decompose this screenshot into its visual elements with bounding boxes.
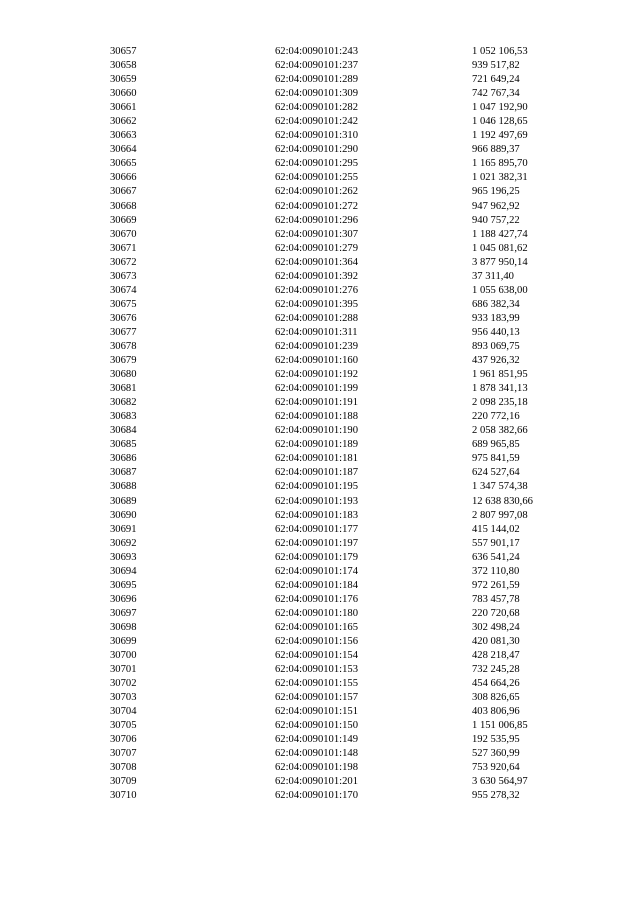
cadastral-value: 557 901,17 [472, 537, 520, 549]
cadastral-value: 454 664,26 [472, 678, 520, 690]
cadastral-value: 2 098 235,18 [472, 397, 528, 409]
cadastral-value: 1 021 382,31 [472, 172, 528, 184]
cadastral-value: 1 878 341,13 [472, 383, 528, 395]
table-row [110, 607, 580, 621]
row-number: 30657 [110, 46, 137, 57]
cadastral-value: 192 535,95 [472, 734, 520, 746]
row-number: 30675 [110, 298, 137, 310]
cadastral-value: 933 183,99 [472, 312, 520, 324]
row-number: 30661 [110, 102, 137, 114]
table-row [110, 452, 580, 466]
table-row [110, 157, 580, 171]
table-row [110, 537, 580, 551]
cadastral-value: 966 889,37 [472, 144, 520, 156]
table-row [110, 87, 580, 101]
row-number: 30669 [110, 214, 137, 226]
table-row [110, 143, 580, 157]
table-row [110, 214, 580, 228]
table-row [110, 438, 580, 452]
cadastral-number: 62:04:0090101:201 [275, 776, 358, 788]
cadastral-number: 62:04:0090101:177 [275, 523, 358, 535]
cadastral-value: 308 826,65 [472, 692, 520, 704]
cadastral-value: 1 151 006,85 [472, 720, 528, 732]
table-row [110, 200, 580, 214]
cadastral-value: 721 649,24 [472, 74, 520, 86]
table-row [110, 368, 580, 382]
table-row [110, 677, 580, 691]
cadastral-number: 62:04:0090101:198 [275, 762, 358, 774]
row-number: 30693 [110, 551, 137, 563]
row-number: 30673 [110, 270, 137, 282]
cadastral-number: 62:04:0090101:364 [275, 256, 358, 268]
cadastral-number: 62:04:0090101:151 [275, 706, 358, 718]
table-row [110, 340, 580, 354]
cadastral-number: 62:04:0090101:288 [275, 312, 358, 324]
cadastral-value: 965 196,25 [472, 186, 520, 198]
cadastral-number: 62:04:0090101:149 [275, 734, 358, 746]
table-row [110, 326, 580, 340]
cadastral-number: 62:04:0090101:192 [275, 369, 358, 381]
cadastral-value: 220 720,68 [472, 607, 520, 619]
row-number: 30680 [110, 369, 137, 381]
cadastral-value: 302 498,24 [472, 621, 520, 633]
row-number: 30691 [110, 523, 137, 535]
row-number: 30687 [110, 467, 137, 479]
table-row [110, 185, 580, 199]
row-number: 30681 [110, 383, 137, 395]
table-row [110, 663, 580, 677]
cadastral-number: 62:04:0090101:282 [275, 102, 358, 114]
row-number: 30682 [110, 397, 137, 409]
cadastral-number: 62:04:0090101:189 [275, 439, 358, 451]
cadastral-value: 437 926,32 [472, 355, 520, 367]
cadastral-number: 62:04:0090101:307 [275, 228, 358, 240]
cadastral-value: 732 245,28 [472, 664, 520, 676]
cadastral-number: 62:04:0090101:242 [275, 116, 358, 128]
table-row [110, 410, 580, 424]
cadastral-value: 1 347 574,38 [472, 481, 528, 493]
cadastral-value: 1 046 128,65 [472, 116, 528, 128]
table-row [110, 705, 580, 719]
cadastral-number: 62:04:0090101:188 [275, 411, 358, 423]
cadastral-value: 420 081,30 [472, 635, 520, 647]
cadastral-number: 62:04:0090101:150 [275, 720, 358, 732]
row-number: 30708 [110, 762, 137, 774]
table-row [110, 382, 580, 396]
cadastral-value: 947 962,92 [472, 200, 520, 212]
cadastral-number: 62:04:0090101:183 [275, 509, 358, 521]
table-row [110, 284, 580, 298]
table-row [110, 635, 580, 649]
table-row [110, 747, 580, 761]
cadastral-value: 940 757,22 [472, 214, 520, 226]
cadastral-number: 62:04:0090101:153 [275, 664, 358, 676]
row-number: 30665 [110, 158, 137, 170]
cadastral-value: 686 382,34 [472, 298, 520, 310]
cadastral-value: 37 311,40 [472, 270, 514, 282]
cadastral-number: 62:04:0090101:295 [275, 158, 358, 170]
row-number: 30668 [110, 200, 137, 212]
table-row [110, 73, 580, 87]
cadastral-value: 893 069,75 [472, 340, 520, 352]
cadastral-number: 62:04:0090101:237 [275, 60, 358, 72]
cadastral-value: 220 772,16 [472, 411, 520, 423]
cadastral-number: 62:04:0090101:296 [275, 214, 358, 226]
table-row [110, 270, 580, 284]
table-row [110, 509, 580, 523]
row-number: 30677 [110, 326, 137, 338]
table-row [110, 495, 580, 509]
cadastral-value: 742 767,34 [472, 88, 520, 100]
cadastral-number: 62:04:0090101:193 [275, 495, 358, 507]
row-number: 30667 [110, 186, 137, 198]
cadastral-number: 62:04:0090101:255 [275, 172, 358, 184]
table-row [110, 775, 580, 789]
cadastral-number: 62:04:0090101:309 [275, 88, 358, 100]
cadastral-number: 62:04:0090101:184 [275, 579, 358, 591]
table-row [110, 242, 580, 256]
row-number: 30689 [110, 495, 137, 507]
cadastral-number: 62:04:0090101:165 [275, 621, 358, 633]
row-number: 30692 [110, 537, 137, 549]
row-number: 30709 [110, 776, 137, 788]
cadastral-value: 3 630 564,97 [472, 776, 528, 788]
cadastral-number: 62:04:0090101:157 [275, 692, 358, 704]
table-row [110, 312, 580, 326]
cadastral-value: 2 807 997,08 [472, 509, 528, 521]
table-row [110, 256, 580, 270]
row-number: 30702 [110, 678, 137, 690]
cadastral-number: 62:04:0090101:174 [275, 565, 358, 577]
table-row [110, 523, 580, 537]
table-row [110, 129, 580, 143]
cadastral-value: 372 110,80 [472, 565, 520, 577]
cadastral-value: 415 144,02 [472, 523, 520, 535]
cadastral-value: 753 920,64 [472, 762, 520, 774]
cadastral-number: 62:04:0090101:195 [275, 481, 358, 493]
cadastral-value: 12 638 830,66 [472, 495, 533, 507]
cadastral-number: 62:04:0090101:272 [275, 200, 358, 212]
row-number: 30698 [110, 621, 137, 633]
row-number: 30700 [110, 650, 137, 662]
cadastral-value: 689 965,85 [472, 439, 520, 451]
cadastral-number: 62:04:0090101:191 [275, 397, 358, 409]
table-row [110, 733, 580, 747]
cadastral-number: 62:04:0090101:395 [275, 298, 358, 310]
cadastral-value: 1 961 851,95 [472, 369, 528, 381]
row-number: 30699 [110, 635, 137, 647]
row-number: 30663 [110, 130, 137, 142]
cadastral-value: 1 192 497,69 [472, 130, 528, 142]
cadastral-number: 62:04:0090101:160 [275, 355, 358, 367]
cadastral-value: 428 218,47 [472, 650, 520, 662]
cadastral-number: 62:04:0090101:289 [275, 74, 358, 86]
row-number: 30710 [110, 790, 137, 802]
row-number: 30658 [110, 60, 137, 72]
table-row [110, 298, 580, 312]
cadastral-number: 62:04:0090101:156 [275, 635, 358, 647]
cadastral-number: 62:04:0090101:176 [275, 593, 358, 605]
cadastral-number: 62:04:0090101:154 [275, 650, 358, 662]
cadastral-value: 1 047 192,90 [472, 102, 528, 114]
cadastral-value: 1 045 081,62 [472, 242, 528, 254]
cadastral-value: 1 188 427,74 [472, 228, 528, 240]
row-number: 30697 [110, 607, 137, 619]
row-number: 30688 [110, 481, 137, 493]
row-number: 30696 [110, 593, 137, 605]
cadastral-value: 955 278,32 [472, 790, 520, 802]
row-number: 30676 [110, 312, 137, 324]
table-row [110, 171, 580, 185]
row-number: 30705 [110, 720, 137, 732]
cadastral-number: 62:04:0090101:148 [275, 748, 358, 760]
row-number: 30664 [110, 144, 137, 156]
table-row [110, 45, 580, 59]
table-row [110, 424, 580, 438]
row-number: 30679 [110, 355, 137, 367]
cadastral-value: 403 806,96 [472, 706, 520, 718]
cadastral-number: 62:04:0090101:279 [275, 242, 358, 254]
row-number: 30683 [110, 411, 137, 423]
row-number: 30704 [110, 706, 137, 718]
row-number: 30678 [110, 340, 137, 352]
row-number: 30703 [110, 692, 137, 704]
table-row [110, 719, 580, 733]
cadastral-number: 62:04:0090101:262 [275, 186, 358, 198]
cadastral-value: 624 527,64 [472, 467, 520, 479]
table-row [110, 101, 580, 115]
row-number: 30674 [110, 284, 137, 296]
table-row [110, 691, 580, 705]
row-number: 30666 [110, 172, 137, 184]
cadastral-value: 972 261,59 [472, 579, 520, 591]
table-row [110, 396, 580, 410]
cadastral-value: 636 541,24 [472, 551, 520, 563]
table-row [110, 354, 580, 368]
table-row [110, 115, 580, 129]
table-row [110, 789, 580, 803]
cadastral-value: 783 457,78 [472, 593, 520, 605]
table-row [110, 480, 580, 494]
row-number: 30707 [110, 748, 137, 760]
cadastral-value: 2 058 382,66 [472, 425, 528, 437]
cadastral-number: 62:04:0090101:311 [275, 326, 358, 338]
cadastral-number: 62:04:0090101:310 [275, 130, 358, 142]
row-number: 30671 [110, 242, 137, 254]
row-number: 30686 [110, 453, 137, 465]
cadastral-number: 62:04:0090101:181 [275, 453, 358, 465]
table-row [110, 466, 580, 480]
table-row [110, 621, 580, 635]
cadastral-number: 62:04:0090101:276 [275, 284, 358, 296]
row-number: 30694 [110, 565, 137, 577]
cadastral-value: 939 517,82 [472, 60, 520, 72]
table-row [110, 761, 580, 775]
cadastral-value: 975 841,59 [472, 453, 520, 465]
cadastral-value: 527 360,99 [472, 748, 520, 760]
cadastral-number: 62:04:0090101:290 [275, 144, 358, 156]
row-number: 30672 [110, 256, 137, 268]
row-number: 30662 [110, 116, 137, 128]
row-number: 30695 [110, 579, 137, 591]
cadastral-number: 62:04:0090101:392 [275, 270, 358, 282]
row-number: 30684 [110, 425, 137, 437]
cadastral-value: 1 052 106,53 [472, 46, 528, 57]
cadastral-value: 956 440,13 [472, 326, 520, 338]
table-row [110, 59, 580, 73]
cadastral-number: 62:04:0090101:199 [275, 383, 358, 395]
row-number: 30670 [110, 228, 137, 240]
cadastral-number: 62:04:0090101:243 [275, 46, 358, 57]
cadastral-number: 62:04:0090101:187 [275, 467, 358, 479]
table-row [110, 649, 580, 663]
table-row [110, 565, 580, 579]
cadastral-value: 1 055 638,00 [472, 284, 528, 296]
cadastral-value: 1 165 895,70 [472, 158, 528, 170]
cadastral-number: 62:04:0090101:239 [275, 340, 358, 352]
row-number: 30701 [110, 664, 137, 676]
table-row [110, 579, 580, 593]
table-row [110, 228, 580, 242]
row-number: 30690 [110, 509, 137, 521]
cadastral-number: 62:04:0090101:170 [275, 790, 358, 802]
row-number: 30706 [110, 734, 137, 746]
cadastral-number: 62:04:0090101:190 [275, 425, 358, 437]
cadastral-value: 3 877 950,14 [472, 256, 528, 268]
row-number: 30660 [110, 88, 137, 100]
cadastral-number: 62:04:0090101:179 [275, 551, 358, 563]
row-number: 30685 [110, 439, 137, 451]
row-number: 30659 [110, 74, 137, 86]
cadastre-value-table [110, 45, 580, 804]
cadastral-number: 62:04:0090101:155 [275, 678, 358, 690]
cadastral-number: 62:04:0090101:197 [275, 537, 358, 549]
cadastral-number: 62:04:0090101:180 [275, 607, 358, 619]
table-row [110, 593, 580, 607]
table-row [110, 551, 580, 565]
